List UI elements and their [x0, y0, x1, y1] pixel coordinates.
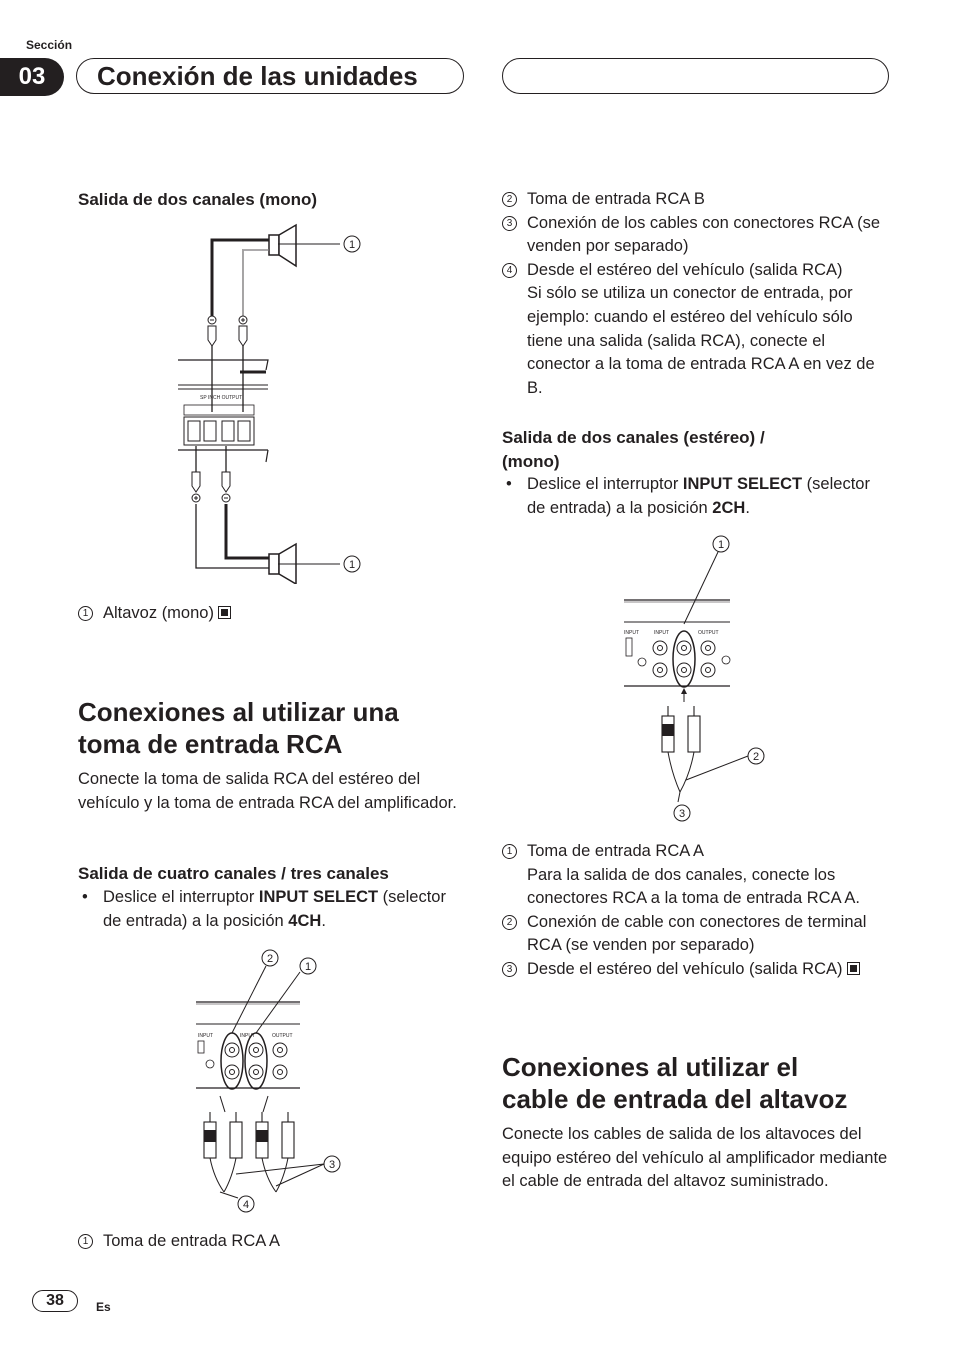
- amplifier-terminal-panel: [178, 360, 268, 462]
- four-channel-rca-diagram: [190, 946, 350, 1216]
- svg-text:OUTPUT: OUTPUT: [698, 630, 719, 636]
- svg-text:OUTPUT: OUTPUT: [272, 1033, 293, 1039]
- caption-mono: [78, 602, 464, 626]
- list-item: [502, 911, 892, 958]
- diagram3-callout-3: 3: [678, 808, 686, 820]
- svg-text:INPUT: INPUT: [624, 630, 639, 636]
- four-ch-bullet: [78, 886, 466, 933]
- list-item: [502, 188, 890, 212]
- rca-intro: Conecte la toma de salida RCA del estéreo del vehículo y la toma de entrada RCA del amplificador.: [78, 770, 457, 812]
- stereo-bullet-bold2: 2CH: [712, 498, 746, 517]
- stereo-heading-line1: Salida de dos canales (estéreo) /: [502, 428, 765, 447]
- caption-mono-text: Altavoz (mono): [103, 604, 214, 622]
- list-text: Conexión de cable con conectores de terminal RCA (se venden por separado): [527, 912, 867, 955]
- caption-4ch-text: Toma de entrada RCA A: [103, 1232, 281, 1250]
- list-item: [502, 212, 890, 259]
- rca-heading: [78, 696, 468, 760]
- stereo-bullet: [502, 473, 892, 520]
- speaker-input-heading-line1: Conexiones al utilizar el: [502, 1052, 799, 1082]
- diagram3-callout-1: 1: [717, 539, 725, 551]
- list-text: Toma de entrada RCA A: [527, 842, 705, 860]
- list-text: Toma de entrada RCA B: [527, 190, 705, 208]
- list-item: [502, 840, 892, 911]
- stereo-bullet-post: .: [745, 498, 750, 517]
- speaker-input-heading: [502, 1051, 902, 1115]
- rca-heading-line1: Conexiones al utilizar una: [78, 697, 399, 727]
- four-ch-heading: Salida de cuatro canales / tres canales: [78, 864, 389, 883]
- rca-heading-line2: toma de entrada RCA: [78, 729, 343, 759]
- stereo-heading-line2: (mono): [502, 452, 560, 471]
- diagram1-callout-bottom: 1: [348, 559, 356, 571]
- svg-text:INPUT: INPUT: [654, 630, 669, 636]
- stereo-bullet-mid: (selector de entrada) a la posición: [527, 475, 870, 517]
- list-item: [502, 259, 890, 401]
- section-number-badge: 03: [0, 58, 64, 96]
- list-number: 2: [502, 192, 517, 207]
- section-title: [76, 58, 464, 94]
- section-label: Sección: [26, 38, 73, 52]
- four-ch-bullet-mid: (selector de entrada) a la posición: [103, 888, 446, 930]
- rca-plugs-4ch: [204, 1112, 294, 1158]
- section-title-text: Conexión de las unidades: [97, 60, 418, 91]
- diagram3-callout-2: 2: [752, 751, 760, 763]
- list-text: Desde el estéreo del vehículo (salida RCA): [527, 260, 843, 279]
- right-list-bottom: [502, 840, 892, 982]
- list-number: 3: [502, 962, 517, 977]
- caption-4ch-number: 1: [78, 1234, 93, 1249]
- four-ch-bullet-bold2: 4CH: [288, 911, 322, 930]
- language-code: Es: [96, 1300, 111, 1314]
- stereo-bullet-bold1: INPUT SELECT: [682, 475, 803, 493]
- speaker-input-intro: Conecte los cables de salida de los altavoces del equipo estéreo del vehículo al amplificador mediante el cable de entrada del altavoz suministrado.: [502, 1125, 888, 1191]
- stereo-heading: [502, 426, 890, 474]
- speaker-input-heading-line2: cable de entrada del altavoz: [502, 1084, 848, 1114]
- four-ch-bullet-pre: Deslice el interruptor: [103, 888, 259, 906]
- diagram2-callout-2: 2: [266, 953, 274, 965]
- end-mark-icon: [847, 962, 860, 975]
- caption-mono-number: 1: [78, 606, 93, 621]
- right-list-top: [502, 188, 890, 400]
- end-mark-icon: [218, 606, 231, 619]
- svg-text:SP INCH OUTPUT: SP INCH OUTPUT: [200, 395, 243, 401]
- list-extra-text: Para la salida de dos canales, conecte los conectores RCA a la toma de entrada RCA A.: [527, 865, 860, 908]
- diagram2-callout-1: 1: [304, 961, 312, 973]
- list-text: Desde el estéreo del vehículo (salida RCA): [527, 959, 843, 978]
- speaker-top-icon: [269, 225, 296, 266]
- bullet-glyph: •: [506, 475, 512, 493]
- section-title-blank-pill: [502, 58, 889, 94]
- list-number: 4: [502, 263, 517, 278]
- list-number: 2: [502, 915, 517, 930]
- list-number: 1: [502, 844, 517, 859]
- diagram2-callout-3: 3: [328, 1159, 336, 1171]
- stereo-bullet-pre: Deslice el interruptor: [527, 475, 683, 493]
- four-ch-bullet-bold1: INPUT SELECT: [258, 888, 379, 906]
- bullet-glyph: •: [82, 888, 88, 906]
- mono-heading: Salida de dos canales (mono): [78, 190, 318, 209]
- svg-text:INPUT: INPUT: [198, 1033, 213, 1039]
- svg-text:INPUT: INPUT: [240, 1033, 255, 1039]
- caption-4ch: [78, 1230, 464, 1254]
- list-text: Conexión de los cables con conectores RCA (se venden por separado): [527, 213, 881, 256]
- four-ch-bullet-post: .: [321, 911, 326, 930]
- two-channel-rca-diagram: [618, 530, 778, 826]
- list-extra-text: Si sólo se utiliza un conector de entrada, por ejemplo: cuando el estéreo del vehículo sólo tiene una salida (salida RCA), conecte el conector a la toma de entrada RCA A en vez de B.: [527, 284, 875, 397]
- mono-speaker-diagram: [170, 222, 370, 584]
- list-item: [502, 958, 892, 982]
- diagram1-callout-top: 1: [348, 239, 356, 251]
- page-number: 38: [32, 1290, 78, 1312]
- list-number: 3: [502, 216, 517, 231]
- diagram2-callout-4: 4: [242, 1199, 250, 1211]
